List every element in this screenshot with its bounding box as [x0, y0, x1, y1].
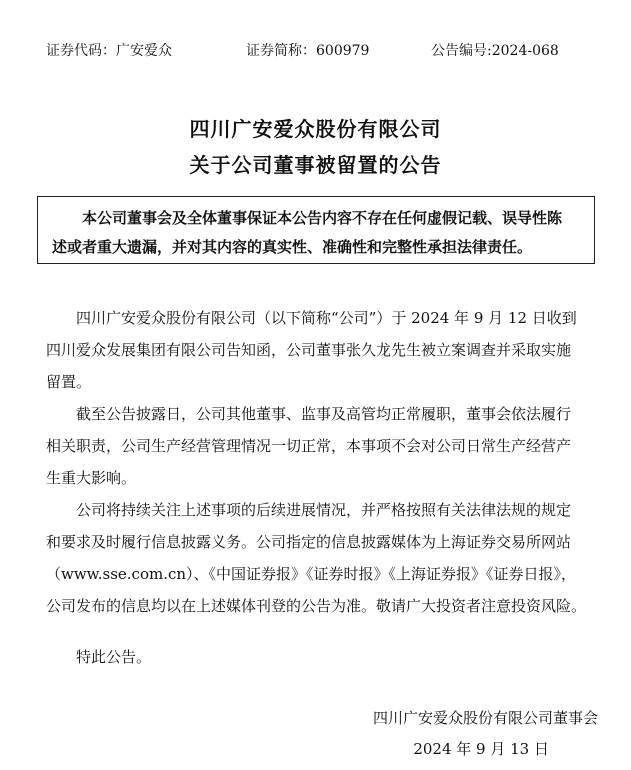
body-line: 生重大影响。 — [46, 469, 137, 487]
body-line: 公司发布的信息均以在上述媒体刊登的公告为准。敬请广大投资者注意投资风险。 — [46, 597, 587, 615]
disclaimer-line: 述或者重大遗漏，并对其内容的真实性、准确性和完整性承担法律责任。 — [52, 238, 533, 256]
company-title: 四川广安爱众股份有限公司 — [189, 117, 442, 141]
body-line: 留置。 — [46, 373, 92, 391]
body-line: 四川爱众发展集团有限公司告知函，公司董事张久龙先生被立案调查并采取实施 — [46, 341, 572, 359]
paragraph-1 — [46, 302, 606, 398]
disclaimer-box — [37, 196, 595, 264]
paragraph-2 — [46, 398, 606, 494]
signing-company: 四川广安爱众股份有限公司董事会 — [372, 709, 598, 727]
notice-title: 关于公司董事被留置的公告 — [189, 153, 442, 177]
body-line: 相关职责，公司生产经营管理情况一切正常，本事项不会对公司日常生产经营产 — [46, 437, 572, 455]
disclaimer-line: 本公司董事会及全体董事保证本公告内容不存在任何虚假记载、误导性陈 — [82, 209, 563, 227]
body-line: 四川广安爱众股份有限公司（以下简称“公司”）于 2024 年 9 月 12 日收到 — [76, 309, 577, 327]
body-line: 公司将持续关注上述事项的后续进展情况，并严格按照有关法律法规的规定 — [76, 501, 572, 519]
stock-short-name: 证券简称：600979 — [246, 43, 370, 59]
paragraph-3 — [46, 494, 606, 622]
closing-remark: 特此公告。 — [76, 648, 152, 666]
signing-date: 2024 年 9 月 13 日 — [413, 740, 549, 758]
notice-body — [46, 302, 606, 622]
document-header — [0, 40, 631, 64]
notice-number: 公告编号:2024-068 — [431, 43, 559, 59]
stock-code: 证券代码：广安爱众 — [46, 43, 172, 59]
body-line: 和要求及时履行信息披露义务。公司指定的信息披露媒体为上海证券交易所网站 — [46, 533, 572, 551]
body-line: 截至公告披露日，公司其他董事、监事及高管均正常履职，董事会依法履行 — [76, 405, 572, 423]
body-line: （www.sse.com.cn）、《中国证券报》《证券时报》《上海证券报》《证券日报》， — [46, 565, 577, 583]
